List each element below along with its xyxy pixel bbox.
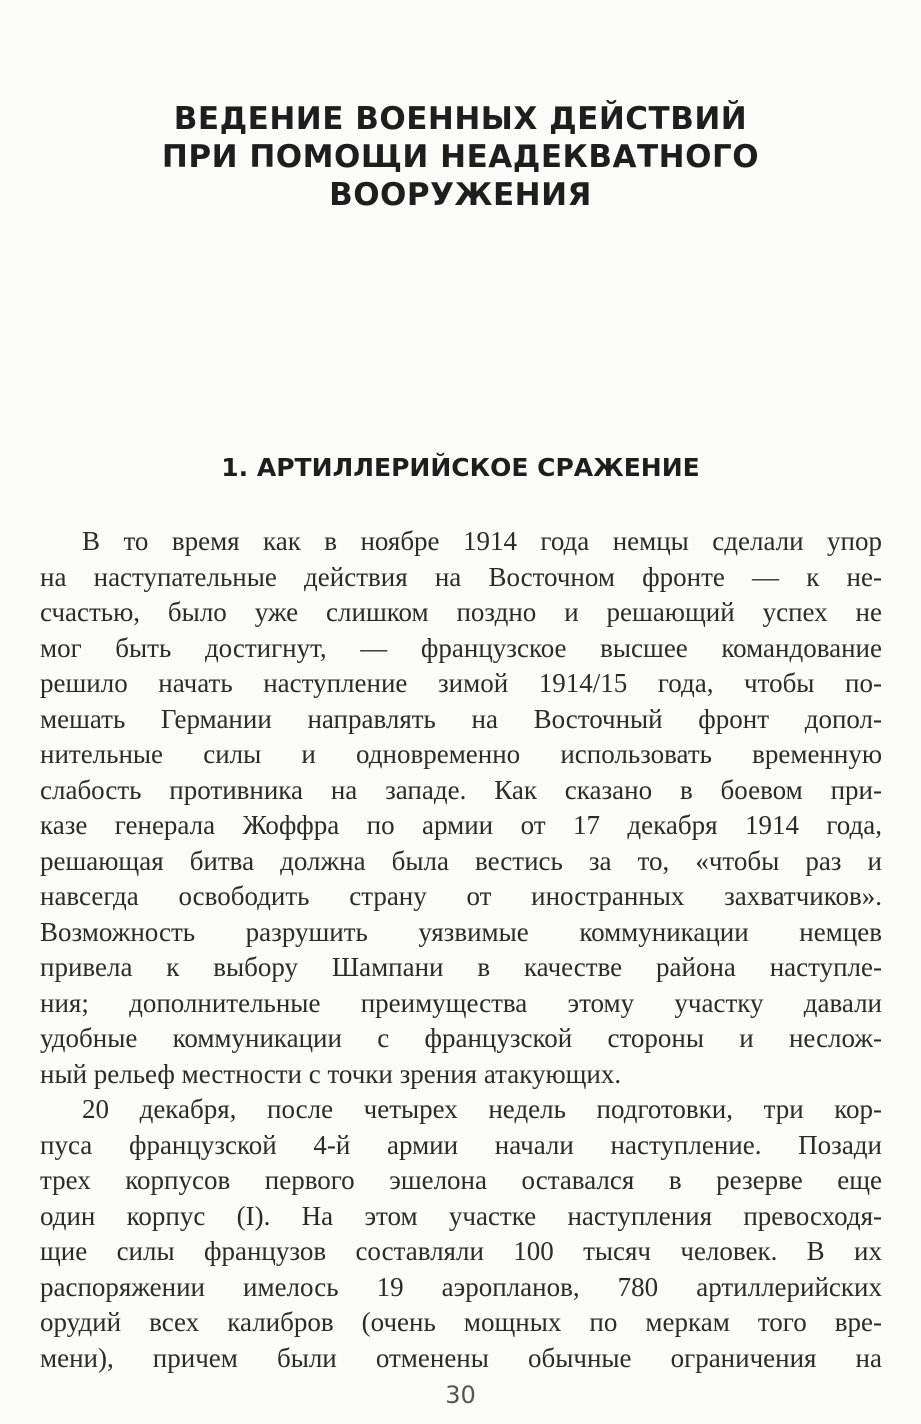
text-line: 20 декабря, после четырех недель подготовки, три кор- [82,1094,882,1124]
text-line: решило начать наступление зимой 1914/15 года, чтобы по- [40,668,882,698]
text-line: слабость противника на западе. Как сказано в боевом при- [40,774,882,805]
text-line: мени), причем были отменены обычные ограничения на [40,1342,882,1373]
text-line: орудий всех калибров (очень мощных по меркам того вре- [40,1307,882,1337]
text-line: Возможность разрушить уязвимые коммуникации немцев [40,916,882,947]
text-line: счастью, было уже слишком поздно и решающий успех не [40,597,882,627]
text-line: на наступательные действия на Восточном фронте — к не- [40,561,882,592]
section-title: 1. АРТИЛЛЕРИЙСКОЕ СРАЖЕНИЕ [221,453,700,482]
text-line: щие силы французов составляли 100 тысяч человек. В их [40,1236,882,1266]
text-line: ния; дополнительные преимущества этому участку давали [40,987,882,1018]
text-line: навсегда освободить страну от иностранных захватчиков». [40,881,882,911]
paragraph-1 [40,524,882,1092]
text-line: В то время как в ноябре 1914 года немцы сделали упор [82,526,882,556]
text-line: распоряжении имелось 19 аэропланов, 780 артиллерийских [40,1271,882,1302]
text-line: трех корпусов первого эшелона оставался в резерве еще [40,1165,882,1195]
text-line: ный рельеф местности с точки зрения атакующих. [40,1058,622,1089]
text-line: нительные силы и одновременно использовать временную [40,739,882,769]
body-text [40,524,882,1376]
chapter-title-line: ВЕДЕНИЕ ВОЕННЫХ ДЕЙСТВИЙ [173,101,748,137]
text-line: казе генерала Жоффра по армии от 17 декабря 1914 года, [40,810,882,840]
text-line: мешать Германии направлять на Восточный фронт допол- [40,703,882,734]
chapter-title-line: ВООРУЖЕНИЯ [329,177,592,213]
text-line: пуса французской 4-й армии начали наступление. Позади [40,1129,882,1160]
text-line: один корпус (I). На этом участке наступления превосходя- [40,1200,882,1231]
text-line: удобные коммуникации с французской стороны и неслож- [40,1023,882,1053]
text-line: решающая битва должна была вестись за то, «чтобы раз и [40,845,882,876]
paragraph-2 [40,1092,882,1376]
chapter-title [0,100,921,214]
text-line: привела к выбору Шампани в качестве района наступле- [40,952,882,982]
chapter-title-line: ПРИ ПОМОЩИ НЕАДЕКВАТНОГО [161,139,760,175]
page-number: 30 [445,1381,476,1409]
text-line: мог быть достигнут, — французское высшее командование [40,632,882,663]
